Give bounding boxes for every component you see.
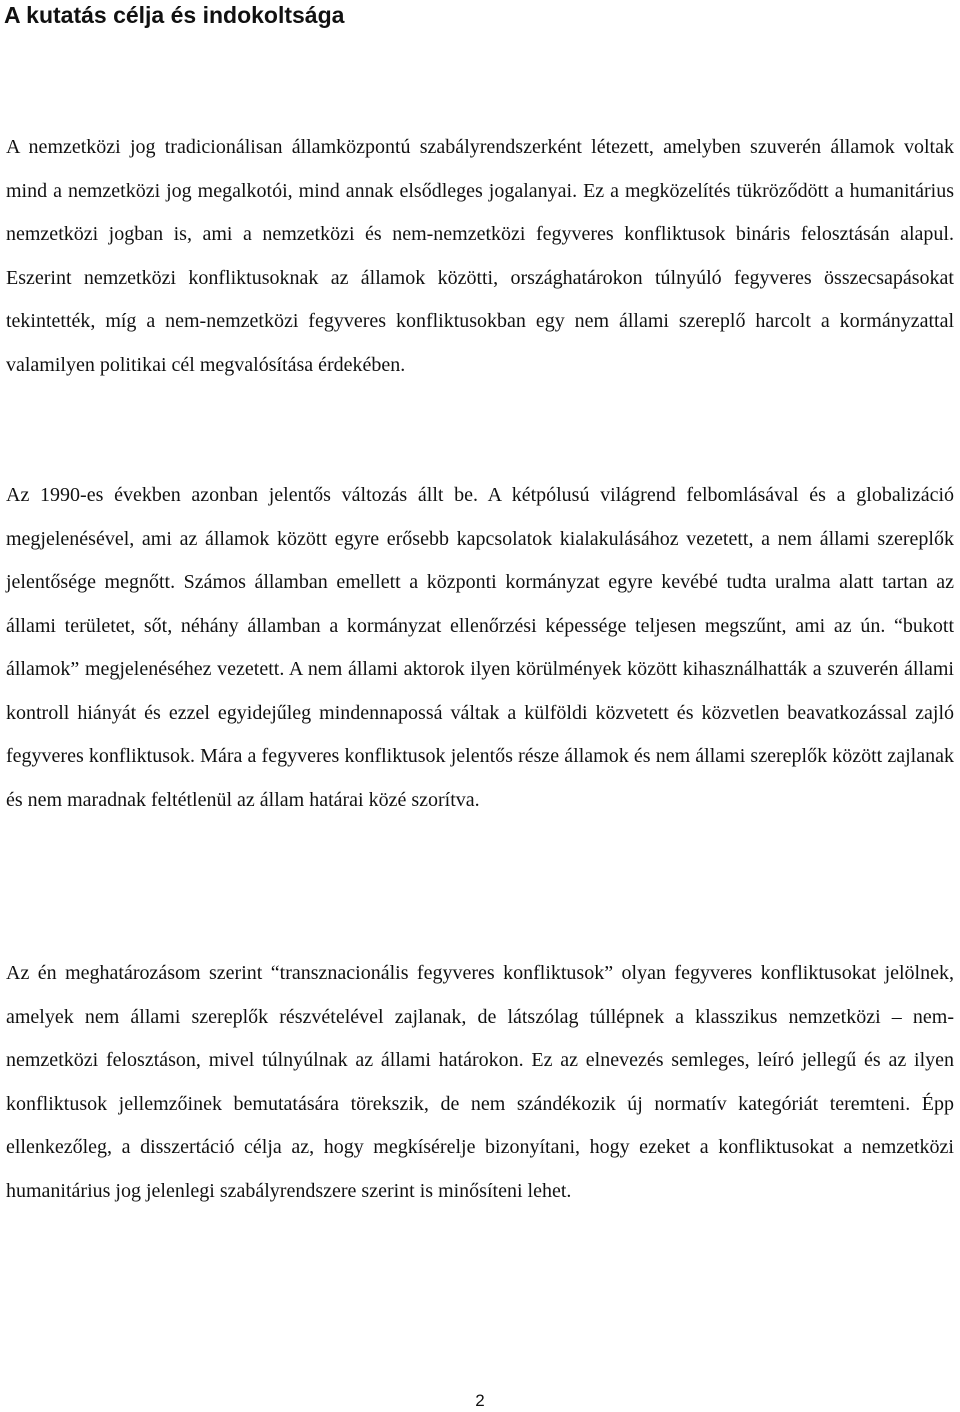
- paragraph-3: Az én meghatározásom szerint “transznacionális fegyveres konfliktusok” olyan fegyveres konfliktusokat jelölnek, amelyek nem állami szereplők részvételével zajlanak, de látszólag túllépnek a klasszikus nemzetközi – nem-nemzetközi felosztáson, mivel túlnyúlnak az állami határokon. Ez az elnevezés semleges, leíró jellegű és az ilyen konfliktusok jellemzőinek bemutatására törekszik, de nem szándékozik új normatív kategóriát teremteni. Épp ellenkezőleg, a disszertáció célja az, hogy megkísérelje bizonyítani, hogy ezeket a konfliktusokat a nemzetközi humanitárius jog jelenlegi szabályrendszere szerint is minősíteni lehet.: [6, 962, 954, 1202]
- paragraph-2: Az 1990-es években azonban jelentős változás állt be. A kétpólusú világrend felbomlásával és a globalizáció megjelenésével, ami az államok között egyre erősebb kapcsolatok kialakulásához vezetett, a nem állami szereplők jelentősége megnőtt. Számos államban emellett a központi kormányzat egyre kevébé tudta uralma alatt tartan az állami területet, sőt, néhány államban a kormányzat ellenőrzési képessége teljesen megszűnt, ami az ún. “bukott államok” megjelenéséhez vezetett. A nem állami aktorok ilyen körülmények között kihasználhatták a szuverén állami kontroll hiányát és ezzel egyidejűleg mindennapossá váltak a külföldi közvetett és közvetlen beavatkozással zajló fegyveres konfliktusok. Mára a fegyveres konfliktusok jelentős része államok és nem állami szereplők között zajlanak és nem maradnak feltétlenül az állam határai közé szorítva.: [6, 484, 954, 811]
- paragraph-1: A nemzetközi jog tradicionálisan államközpontú szabályrendszerként létezett, amelyben szuverén államok voltak mind a nemzetközi jog megalkotói, mind annak elsődleges jogalanyai. Ez a megközelítés tükröződött a humanitárius nemzetközi jogban is, ami a nemzetközi és nem-nemzetközi fegyveres konfliktusok bináris felosztásán alapul. Eszerint nemzetközi konfliktusoknak az államok közötti, országhatárokon túlnyúló fegyveres összecsapásokat tekintették, míg a nem-nemzetközi fegyveres konfliktusokban egy nem állami szereplő harcolt a kormányzattal valamilyen politikai cél megvalósítása érdekében.: [6, 136, 954, 376]
- page-number: 2: [475, 1391, 485, 1410]
- section-heading: A kutatás célja és indokoltsága: [4, 2, 345, 28]
